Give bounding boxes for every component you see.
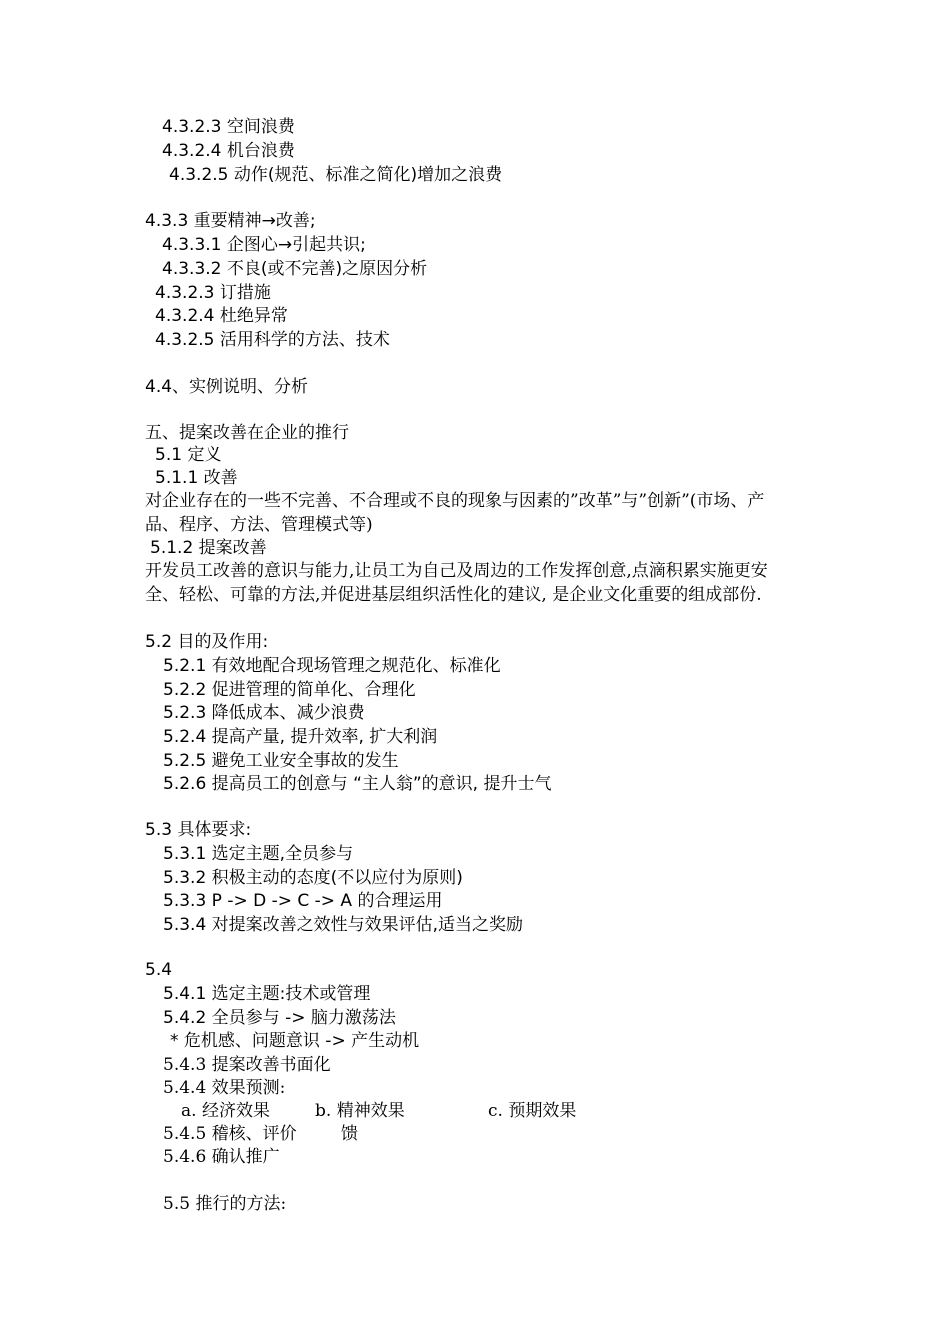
item-5-2-3: 5.2.3 降低成本、减少浪费 xyxy=(163,703,365,723)
heading-4-3-3-2: 4.3.3.2 不良(或不完善)之原因分析 xyxy=(162,259,428,279)
paragraph-improvement-definition: 对企业存在的一些不完善、不合理或不良的现象与因素的”改革”与”创新”(市场、产品、程序、方法、管理模式等) xyxy=(145,491,765,535)
heading-4-3-2-3-measures: 4.3.2.3 订措施 xyxy=(155,283,271,303)
heading-5-1: 5.1 定义 xyxy=(155,445,222,465)
heading-4-3-2-4: 4.3.2.4 机台浪费 xyxy=(162,141,295,161)
heading-4-3-2-3: 4.3.2.3 空间浪费 xyxy=(162,117,295,137)
item-5-3-3: 5.3.3 P -> D -> C -> A 的合理运用 xyxy=(163,891,443,911)
item-5-3-2: 5.3.2 积极主动的态度(不以应付为原则) xyxy=(163,868,463,888)
heading-4-4: 4.4、实例说明、分析 xyxy=(145,377,309,397)
item-5-4-6: 5.4.6 确认推广 xyxy=(163,1147,280,1167)
heading-4-3-2-4-anomaly: 4.3.2.4 杜绝异常 xyxy=(155,306,288,326)
item-5-4-3: 5.4.3 提案改善书面化 xyxy=(163,1055,331,1075)
heading-5-2: 5.2 目的及作用: xyxy=(145,632,269,652)
item-5-4-1: 5.4.1 选定主题:技术或管理 xyxy=(163,984,371,1004)
item-5-4-4: 5.4.4 效果预测: xyxy=(163,1078,286,1098)
paragraph-proposal-improvement: 开发员工改善的意识与能力,让员工为自己及周边的工作发挥创意,点滴积累实施更安全、轻松、可靠的方法,并促进基层组织活性化的建议, 是企业文化重要的组成部份. xyxy=(145,561,768,605)
heading-5-4: 5.4 xyxy=(145,960,173,980)
item-5-4-2: 5.4.2 全员参与 -> 脑力激荡法 xyxy=(163,1008,396,1028)
heading-4-3-3: 4.3.3 重要精神→改善; xyxy=(145,211,316,231)
item-5-4-5: 5.4.5 稽核、评价 xyxy=(163,1124,297,1144)
item-5-4-5-feedback: 馈 xyxy=(341,1124,358,1144)
heading-5-3: 5.3 具体要求: xyxy=(145,820,252,840)
effect-expected: c. 预期效果 xyxy=(488,1101,577,1121)
effect-economic: a. 经济效果 xyxy=(181,1101,270,1121)
heading-4-3-2-5-science: 4.3.2.5 活用科学的方法、技术 xyxy=(155,330,390,350)
effect-spiritual: b. 精神效果 xyxy=(315,1101,405,1121)
item-5-3-4: 5.3.4 对提案改善之效性与效果评估,适当之奖励 xyxy=(163,915,524,935)
heading-5-1-2: 5.1.2 提案改善 xyxy=(150,538,267,558)
section-5-title: 五、提案改善在企业的推行 xyxy=(145,423,349,443)
item-5-2-1: 5.2.1 有效地配合现场管理之规范化、标准化 xyxy=(163,656,501,676)
item-5-2-4: 5.2.4 提高产量, 提升效率, 扩大利润 xyxy=(163,727,438,747)
heading-5-1-1: 5.1.1 改善 xyxy=(155,468,238,488)
item-5-2-6: 5.2.6 提高员工的创意与 “主人翁”的意识, 提升士气 xyxy=(163,774,552,794)
item-5-4-2-note: * 危机感、问题意识 -> 产生动机 xyxy=(170,1031,420,1051)
item-5-2-2: 5.2.2 促进管理的简单化、合理化 xyxy=(163,680,416,700)
heading-4-3-2-5: 4.3.2.5 动作(规范、标准之简化)增加之浪费 xyxy=(169,165,503,185)
item-5-3-1: 5.3.1 选定主题,全员参与 xyxy=(163,844,354,864)
heading-4-3-3-1: 4.3.3.1 企图心→引起共识; xyxy=(162,235,366,255)
heading-5-5: 5.5 推行的方法: xyxy=(163,1194,287,1214)
item-5-2-5: 5.2.5 避免工业安全事故的发生 xyxy=(163,751,399,771)
